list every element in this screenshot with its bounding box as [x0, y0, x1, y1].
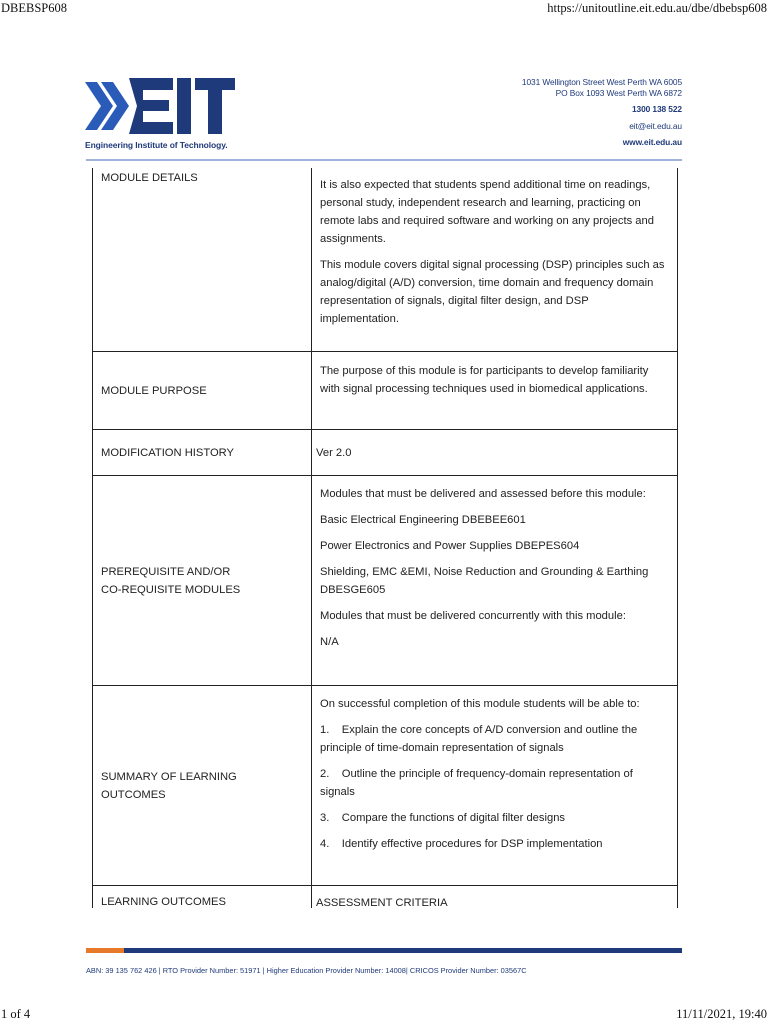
address-line-1: 1031 Wellington Street West Perth WA 6005 — [521, 77, 682, 87]
footer-registration-text: ABN: 39 135 762 426 | RTO Provider Number: 51971 | Higher Education Provider Number: 14008| CRICOS Provider Number: 03567C — [86, 966, 527, 975]
corequisite-value: N/A — [320, 636, 339, 648]
document-url[interactable]: https://unitoutline.eit.edu.au/dbe/dbebsp608 — [547, 1, 767, 15]
eit-logo-mark — [85, 74, 235, 138]
email-address[interactable]: eit@eit.edu.au — [629, 120, 682, 131]
footer-accent-blue — [124, 948, 682, 953]
row-label: SUMMARY OF LEARNING OUTCOMES — [92, 686, 312, 885]
eit-logo — [85, 74, 245, 156]
contact-block — [522, 77, 682, 148]
learning-outcome-item: 2. Outline the principle of frequency-domain representation of signals — [320, 768, 636, 798]
website-link[interactable]: www.eit.edu.au — [622, 137, 682, 147]
row-content — [312, 168, 678, 351]
learning-outcome-item: 1. Explain the core concepts of A/D conversion and outline the principle of time-domain representation of signals — [320, 724, 641, 754]
row-label: MODULE DETAILS — [92, 168, 312, 351]
print-footer — [0, 1006, 768, 1024]
row-content — [312, 430, 678, 475]
table-header-row — [92, 886, 678, 908]
row-label: LEARNING OUTCOMES — [92, 886, 312, 908]
prerequisite-module: Basic Electrical Engineering DBEBEE601 — [320, 514, 526, 526]
paragraph: On successful completion of this module students will be able to: — [320, 698, 640, 710]
table-row — [92, 686, 678, 886]
table-row — [92, 476, 678, 686]
print-header — [0, 0, 768, 18]
prerequisite-module: Power Electronics and Power Supplies DBEPES604 — [320, 540, 580, 552]
page-indicator: 1 of 4 — [1, 1007, 31, 1021]
logo-tagline: Engineering Institute of Technology. — [85, 140, 228, 150]
footer-accent-orange — [86, 948, 124, 953]
table-row — [92, 168, 678, 352]
row-content — [312, 686, 678, 885]
print-datetime: 11/11/2021, 19:40 — [676, 1007, 767, 1021]
table-row — [92, 430, 678, 476]
paragraph: This module covers digital signal processing (DSP) principles such as analog/digital (A/D) conversion, time domain and frequency domain representation of signals, digital filter design, and DSP implementation. — [320, 259, 665, 325]
address-line-2: PO Box 1093 West Perth WA 6872 — [555, 87, 682, 98]
row-label: MODIFICATION HISTORY — [92, 430, 312, 475]
paragraph: It is also expected that students spend additional time on readings, personal study, independent research and learning, practicing on remote labs and required software and working on any projects and assignments. — [320, 179, 654, 245]
row-content — [312, 886, 678, 908]
paragraph: Modules that must be delivered and assessed before this module: — [320, 488, 646, 500]
document-code: DBEBSP608 — [1, 1, 67, 15]
learning-outcome-item: 3. Compare the functions of digital filter designs — [320, 812, 566, 824]
module-details-table — [92, 168, 678, 908]
phone-number: 1300 138 522 — [631, 104, 682, 114]
column-header: ASSESSMENT CRITERIA — [316, 897, 448, 908]
row-content — [312, 476, 678, 685]
row-content — [312, 352, 678, 429]
learning-outcome-item: 4. Identify effective procedures for DSP implementation — [320, 838, 603, 850]
row-label: PREREQUISITE AND/OR CO-REQUISITE MODULES — [92, 476, 312, 685]
table-row — [92, 352, 678, 430]
version-value: Ver 2.0 — [316, 446, 352, 459]
paragraph: Modules that must be delivered concurrently with this module: — [320, 610, 626, 622]
row-label: MODULE PURPOSE — [92, 352, 312, 429]
header-divider — [86, 159, 682, 161]
paragraph: The purpose of this module is for participants to develop familiarity with signal processing techniques used in biomedical applications. — [320, 365, 649, 395]
prerequisite-module: Shielding, EMC &EMI, Noise Reduction and Grounding & Earthing DBESGE605 — [320, 566, 649, 596]
